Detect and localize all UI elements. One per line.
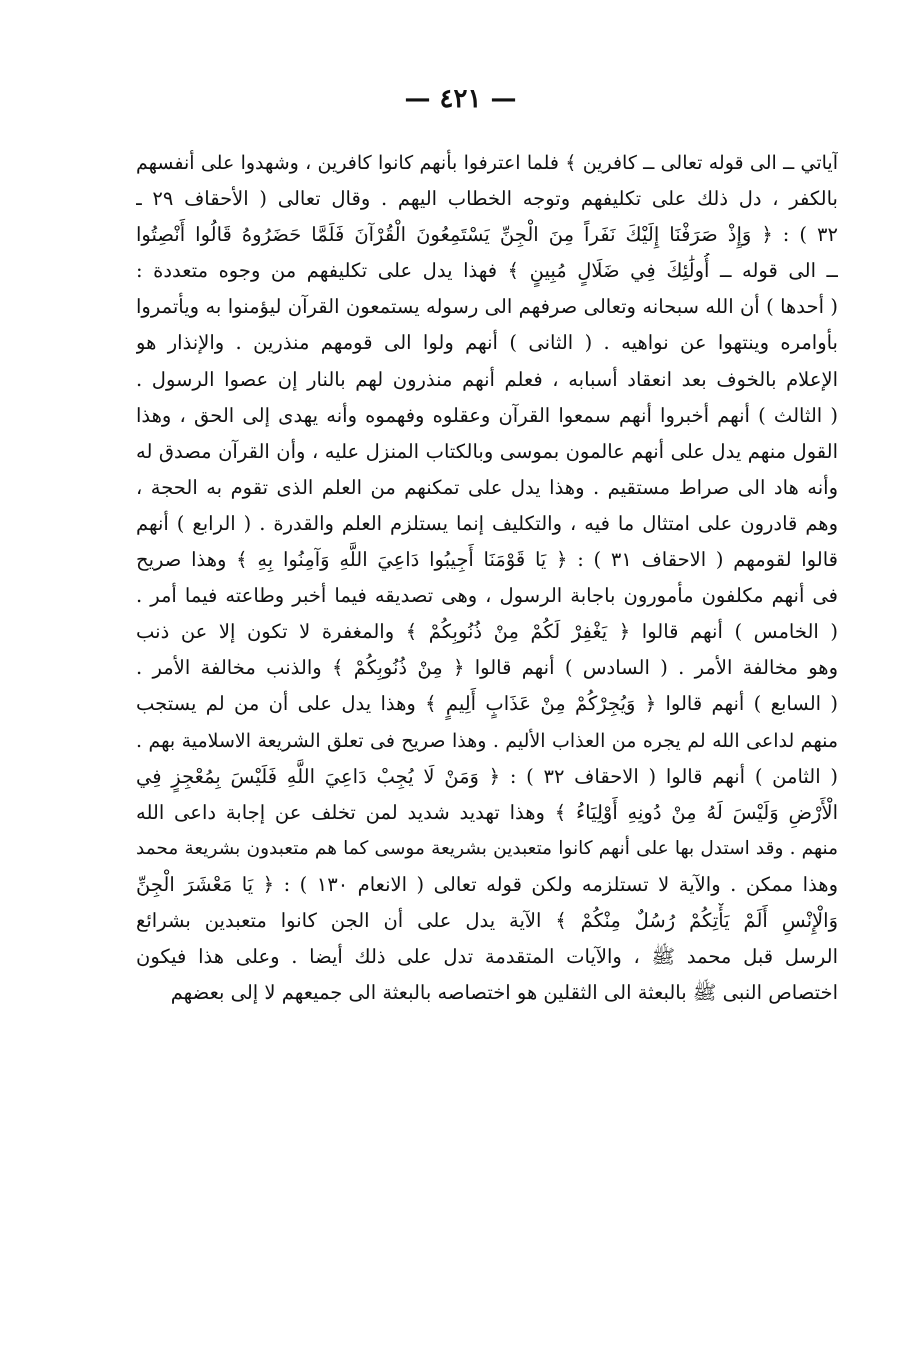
text-line: الْأَرْضِ وَلَيْسَ لَهُ مِنْ دُونِهِ أَوْلِيَاءُ ﴾ وهذا تهديد شديد لمن تخلف عن إجابة داعى الله: [136, 800, 838, 824]
page-body-text: [136, 145, 838, 1011]
text-line: بالكفر ، دل ذلك على تكليفهم وتوجه الخطاب اليهم . وقال تعالى ( الأحقاف ٢٩ ـ: [136, 187, 838, 211]
text-line: ( الثامن ) أنهم قالوا ( الاحقاف ٣٢ ) : ﴿ وَمَنْ لَا يُجِبْ دَاعِيَ اللَّهِ فَلَيْسَ بِمُعْجِزٍ فِي: [136, 764, 838, 788]
text-line: منهم . وقد استدل بها على أنهم كانوا متعبدين بشريعة موسى كما هم متعبدون بشريعة محمد: [136, 837, 838, 859]
text-line: منهم لداعى الله لم يجره من العذاب الأليم . وهذا صريح فى تعلق الشريعة الاسلامية بهم .: [136, 729, 838, 752]
text-line: ( أحدها ) أن الله سبحانه وتعالى صرفهم الى رسوله يستمعون القرآن ليؤمنوا به ويأتمروا: [136, 295, 838, 319]
text-line: ( الثالث ) أنهم أخبروا أنهم سمعوا القرآن وعقلوه وفهموه وأنه يهدى إلى الحق ، وهذا: [136, 403, 838, 427]
text-line: وهم قادرون على امتثال ما فيه ، والتكليف إنما يستلزم العلم والقدرة . ( الرابع ) أنهم: [136, 511, 838, 535]
text-line: ٣٢ ) : ﴿ وَإِذْ صَرَفْنَا إِلَيْكَ نَفَراً مِنَ الْجِنِّ يَسْتَمِعُونَ الْقُرْآنَ فَلَمَّا حَضَرُوهُ قَالُوا أَنْصِتُوا: [136, 223, 838, 247]
text-line: وَالْإِنْسِ أَلَمْ يَأْتِكُمْ رُسُلٌ مِنْكُمْ ﴾ الآية يدل على أن الجن كانوا متعبدين بشرائع: [136, 908, 838, 932]
page-number: — ٤٢١ —: [404, 84, 517, 114]
text-line: الإعلام بالخوف بعد انعقاد أسبابه ، فعلم أنهم منذرون لهم بالنار إن عصوا الرسول .: [136, 367, 838, 391]
text-line: آياتي ــ الى قوله تعالى ــ كافرين ﴾ فلما اعترفوا بأنهم كانوا كافرين ، وشهدوا على أنفسهم: [136, 152, 838, 174]
text-line: اختصاص النبى ﷺ بالبعثة الى الثقلين هو اختصاصه بالبعثة الى جميعهم لا إلى بعضهم: [170, 981, 838, 1005]
text-line: بأوامره وينتهوا عن نواهيه . ( الثانى ) أنهم ولوا الى قومهم منذرين . والإنذار هو: [136, 331, 838, 355]
text-line: قالوا لقومهم ( الاحقاف ٣١ ) : ﴿ يَا قَوْمَنَا أَجِيبُوا دَاعِيَ اللَّهِ وَآمِنُوا بِهِ ﴾ وهذا صريح: [136, 548, 838, 572]
text-line: الرسل قبل محمد ﷺ ، والآيات المتقدمة تدل على ذلك أيضا . وعلى هذا فيكون: [136, 945, 838, 969]
text-line: ــ الى قوله ــ أُولَٰئِكَ فِي ضَلَالٍ مُبِينٍ ﴾ فهذا يدل على تكليفهم من وجوه متعددة :: [136, 259, 838, 283]
text-line: وهذا ممكن . والآية لا تستلزمه ولكن قوله تعالى ( الانعام ١٣٠ ) : ﴿ يَا مَعْشَرَ الْجِنِّ: [136, 872, 838, 896]
text-line: ( السابع ) أنهم قالوا ﴿ وَيُجِرْكُمْ مِنْ عَذَابٍ أَلِيمٍ ﴾ وهذا يدل على أن من لم يستجب: [136, 692, 838, 716]
text-line: القول منهم يدل على أنهم عالمون بموسى وبالكتاب المنزل عليه ، وأن القرآن مصدق له: [136, 439, 838, 463]
text-line: فى أنهم مكلفون مأمورون باجابة الرسول ، وهى تصديقه فيما أخبر وطاعته فيما أمر .: [136, 584, 838, 608]
text-line: وهو مخالفة الأمر . ( السادس ) أنهم قالوا ﴿ مِنْ ذُنُوبِكُمْ ﴾ والذنب مخالفة الأمر .: [136, 656, 838, 680]
text-line: ( الخامس ) أنهم قالوا ﴿ يَغْفِرْ لَكُمْ مِنْ ذُنُوبِكُمْ ﴾ والمغفرة لا تكون إلا عن ذنب: [136, 620, 838, 644]
text-line: وأنه هاد الى صراط مستقيم . وهذا يدل على تمكنهم من العلم الذى تقوم به الحجة ،: [136, 475, 838, 499]
